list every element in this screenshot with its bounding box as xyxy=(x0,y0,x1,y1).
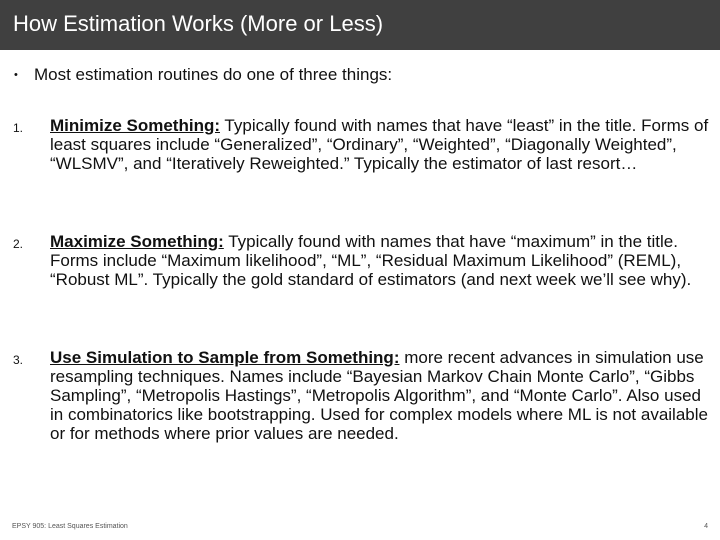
item-text: Typically found with names that have “maximum” in the title. Forms include “Maximum likelihood”, “ML”, “Residual Maximum Likelihood” (REML), “Robust ML”. Typically the gold standard of estimators (and next week we’ll see why). xyxy=(50,232,692,289)
footer-page-number: 4 xyxy=(704,523,708,530)
slide-title: How Estimation Works (More or Less) xyxy=(13,11,384,36)
title-bar xyxy=(0,0,720,50)
item-number: 2. xyxy=(13,237,24,251)
intro-bullet-row xyxy=(0,64,720,86)
item-body xyxy=(50,232,712,289)
item-text: more recent advances in simulation use resampling techniques. Names include “Bayesian Markov Chain Monte Carlo”, “Gibbs Sampling”, “Metropolis Hastings”, “Metropolis Algorithm”, and “Monte Carlo”. Also used in combinatorics like bootstrapping. Used for complex models where ML is not available or for methods where prior values are needed. xyxy=(50,348,708,443)
item-number: 1. xyxy=(13,121,24,135)
item-body xyxy=(50,116,712,173)
item-heading: Maximize Something: xyxy=(50,232,224,251)
item-heading: Minimize Something: xyxy=(50,116,220,135)
bullet-dot: • xyxy=(14,69,18,81)
footer-course: EPSY 905: Least Squares Estimation xyxy=(12,523,128,530)
item-text: Typically found with names that have “least” in the title. Forms of least squares include “Generalized”, “Ordinary”, “Weighted”, “Diagonally Weighted”, “WLSMV”, and “Iteratively Reweighted.” Typically the estimator of last resort… xyxy=(50,116,709,173)
item-number: 3. xyxy=(13,353,24,367)
item-body xyxy=(50,348,712,443)
item-heading: Use Simulation to Sample from Something: xyxy=(50,348,400,367)
intro-text: Most estimation routines do one of three things: xyxy=(34,65,393,84)
